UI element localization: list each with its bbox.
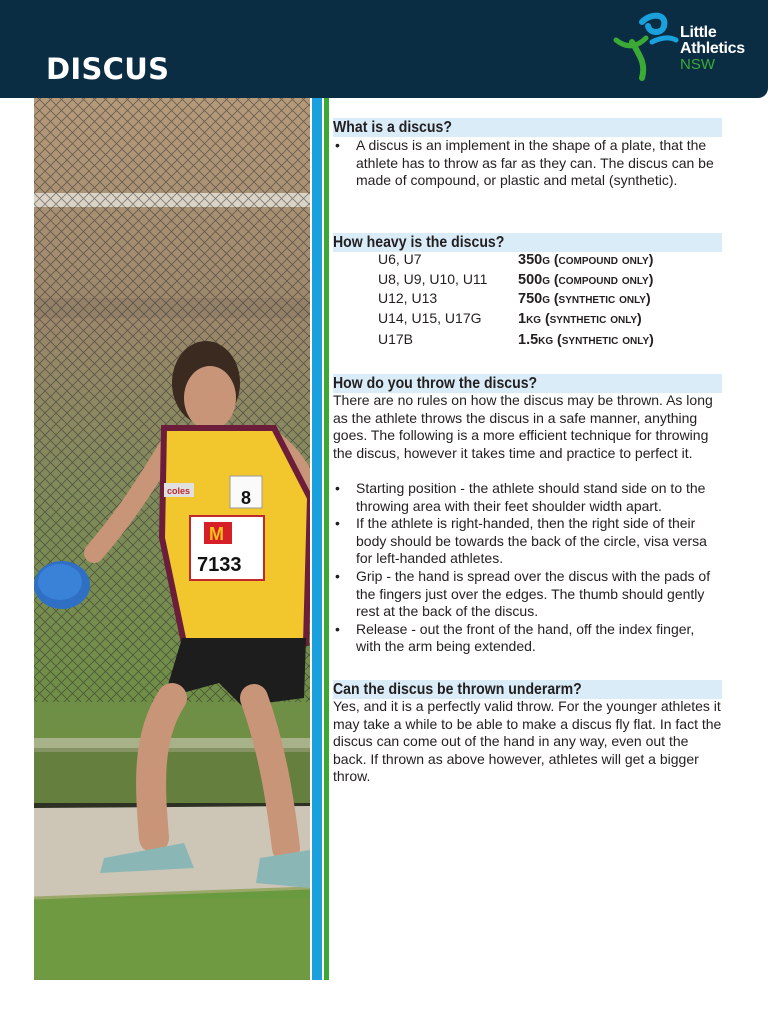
athlete-photo bbox=[34, 98, 310, 980]
page-title: DISCUS bbox=[46, 52, 170, 86]
logo-line-3: NSW bbox=[680, 56, 715, 73]
section-heading-underarm: Can the discus be thrown underarm? bbox=[333, 680, 722, 699]
section-heading-weight: How heavy is the discus? bbox=[333, 233, 722, 252]
logo-line-2: Athletics bbox=[680, 40, 745, 57]
section-heading-what: What is a discus? bbox=[333, 118, 722, 137]
how-bullet-2: • If the athlete is right-handed, then the right side of their body should be towards the back of the circle, visa versa for left-handed athletes. bbox=[333, 515, 722, 568]
weight-age: U8, U9, U10, U11 bbox=[378, 270, 488, 287]
logo-line-1: Little bbox=[680, 24, 717, 41]
svg-text:M: M bbox=[209, 524, 224, 544]
weight-age: U6, U7 bbox=[378, 251, 422, 267]
page-header bbox=[0, 0, 768, 98]
how-bullet-4: • Release - out the front of the hand, off the index finger, with the arm being extended. bbox=[333, 621, 722, 656]
bib-small: 8 bbox=[241, 488, 252, 508]
divider-stripe-blue bbox=[312, 98, 322, 980]
section-heading-how: How do you throw the discus? bbox=[333, 374, 722, 393]
how-bullets bbox=[333, 480, 722, 656]
what-bullet-1: • A discus is an implement in the shape of a plate, that the athlete has to throw as far as they can. The discus can be made of compound, or plastic and metal (synthetic). bbox=[333, 137, 722, 190]
weight-value: 350g (compound only) bbox=[518, 251, 654, 268]
weight-value: 1.5kg (synthetic only) bbox=[518, 331, 654, 348]
weight-value: 750g (synthetic only) bbox=[518, 290, 651, 307]
bib-number: 7133 bbox=[197, 554, 242, 576]
logo-wordmark bbox=[680, 25, 745, 73]
weight-age: U17B bbox=[378, 331, 414, 347]
weight-age: U12, U13 bbox=[378, 290, 438, 306]
how-intro: There are no rules on how the discus may be thrown. As long as the athlete throws the discus in a safe manner, anything goes. The following is a more efficient technique for throwing the discus, however it takes time and practice to perfect it. bbox=[333, 392, 713, 461]
underarm-text: Yes, and it is a perfectly valid throw. For the younger athletes it may take a while to be able to make a discus fly flat. In fact the discus can come out of the hand in any way, even out the back. If thrown as above however, athletes will get a bigger throw. bbox=[333, 698, 722, 785]
weight-value: 1kg (synthetic only) bbox=[518, 309, 642, 327]
how-bullet-1: • Starting position - the athlete should stand side on to the throwing area with their feet shoulder width apart. bbox=[333, 480, 722, 515]
sponsor-patch: coles bbox=[167, 486, 191, 496]
divider-stripe-green bbox=[324, 98, 329, 980]
how-bullet-3: • Grip - the hand is spread over the discus with the pads of the fingers just over the edges. The thumb should gently rest at the back of the discus. bbox=[333, 568, 722, 621]
weight-value: 500g (compound only) bbox=[518, 270, 654, 288]
what-bullets bbox=[333, 137, 722, 190]
weight-age: U14, U15, U17G bbox=[378, 309, 482, 326]
